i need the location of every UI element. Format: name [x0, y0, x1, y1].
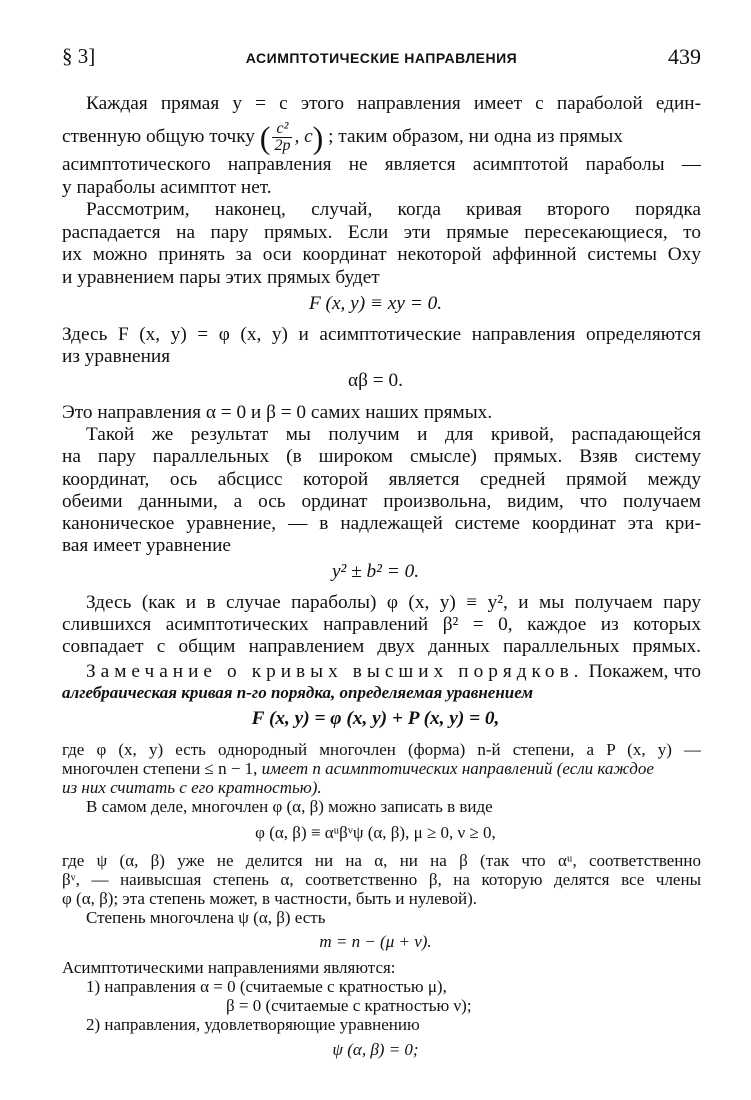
text-line-fraction [62, 119, 701, 155]
text-line-small: φ (α, β); эта степень может, в частности, быть и нулевой). [62, 889, 478, 908]
text-line: совпадает с общим направлением двух данных параллельных прямых. [62, 636, 701, 657]
text-line-small: где ψ (α, β) уже не делится ни на α, ни на β (так что αᵘ, соответственно [62, 851, 701, 870]
text-line: координат, ось абсцисс которой является средней прямой между [62, 469, 701, 490]
text-line: из уравнения [62, 346, 171, 367]
text-line: слившихся асимптотических направлений β² = 0, каждое из которых [62, 614, 701, 635]
text-segment: Покажем, что [588, 661, 701, 682]
text-line-small: В самом деле, многочлен φ (α, β) можно записать в виде [86, 797, 493, 816]
fraction [272, 121, 292, 154]
equation: ψ (α, β) = 0; [332, 1040, 419, 1059]
text-segment: , c [294, 126, 313, 147]
fraction-numerator: c² [272, 121, 292, 138]
running-title: АСИМПТОТИЧЕСКИЕ НАПРАВЛЕНИЯ [245, 50, 518, 66]
text-line: асимптотического направления не является асимптотой параболы — [62, 154, 701, 175]
text-line: Здесь (как и в случае параболы) φ (x, y) ≡ y², и мы получаем пару [86, 592, 701, 613]
equation: F (x, y) = φ (x, y) + P (x, y) = 0, [251, 708, 500, 729]
text-segment: многочлен степени ≤ n − 1, [62, 759, 258, 778]
text-line-small [62, 759, 701, 779]
text-line-small: из них считать с его кратностью). [62, 778, 322, 797]
remark-heading: Замечание о кривых высших порядков. [86, 661, 584, 682]
text-line-small: βᵛ, — наивысшая степень α, соответственно β, на которую делятся все члены [62, 870, 701, 889]
paren-right: ) [312, 119, 324, 155]
text-line: Такой же результат мы получим и для кривой, распадающейся [86, 424, 701, 445]
equation: F (x, y) ≡ xy = 0. [308, 293, 443, 314]
list-item: 2) направления, удовлетворяющие уравнению [86, 1015, 420, 1034]
equation: y² ± b² = 0. [331, 561, 420, 582]
page-header [62, 44, 701, 74]
text-line: распадается на пару прямых. Если эти прямые пересекающиеся, то [62, 222, 701, 243]
text-line: Здесь F (x, y) = φ (x, y) и асимптотические направления определяются [62, 324, 701, 345]
equation: m = n − (μ + ν). [319, 932, 432, 951]
list-item-continuation: β = 0 (считаемые с кратностью ν); [226, 996, 472, 1015]
fraction-denominator: 2p [274, 137, 291, 155]
text-line: обеими данными, а ось ординат произвольна, видим, что получаем [62, 491, 701, 512]
section-number: § 3] [62, 44, 96, 68]
list-item: 1) направления α = 0 (считаемые с кратностью μ), [86, 977, 447, 996]
text-line: каноническое уравнение, — в надлежащей системе координат эта кри- [62, 513, 701, 534]
text-line: Это направления α = 0 и β = 0 самих наших прямых. [62, 402, 493, 423]
text-segment: ственную общую точку [62, 126, 255, 147]
text-line-small: Асимптотическими направлениями являются: [62, 958, 396, 977]
text-segment: ; таким образом, ни одна из прямых [328, 126, 623, 147]
remark-heading-line [86, 661, 701, 683]
text-line: их можно принять за оси координат некоторой аффинной системы Oxy [62, 244, 701, 265]
paren-left: ( [259, 119, 271, 155]
text-line-small: Степень многочлена ψ (α, β) есть [86, 908, 326, 927]
text-line: и уравнением пары этих прямых будет [62, 267, 380, 288]
equation: αβ = 0. [348, 370, 403, 391]
text-line: у параболы асимптот нет. [62, 177, 272, 198]
text-line: на пару параллельных (в широком смысле) прямых. Взяв систему [62, 446, 701, 467]
text-line-small: где φ (x, y) есть однородный многочлен (форма) n-й степени, а P (x, y) — [62, 740, 701, 759]
text-line: Рассмотрим, наконец, случай, когда кривая второго порядка [86, 199, 701, 220]
text-segment-italic: имеет n асимптотических направлений (если каждое [261, 759, 654, 778]
text-line: Каждая прямая y = c этого направления имеет с параболой един- [86, 93, 701, 114]
text-line: вая имеет уравнение [62, 535, 231, 556]
page-number: 439 [668, 44, 701, 69]
theorem-line: алгебраическая кривая n-го порядка, определяемая уравнением [62, 683, 534, 702]
equation: φ (α, β) ≡ αᵘβᵛψ (α, β), μ ≥ 0, ν ≥ 0, [255, 823, 496, 842]
